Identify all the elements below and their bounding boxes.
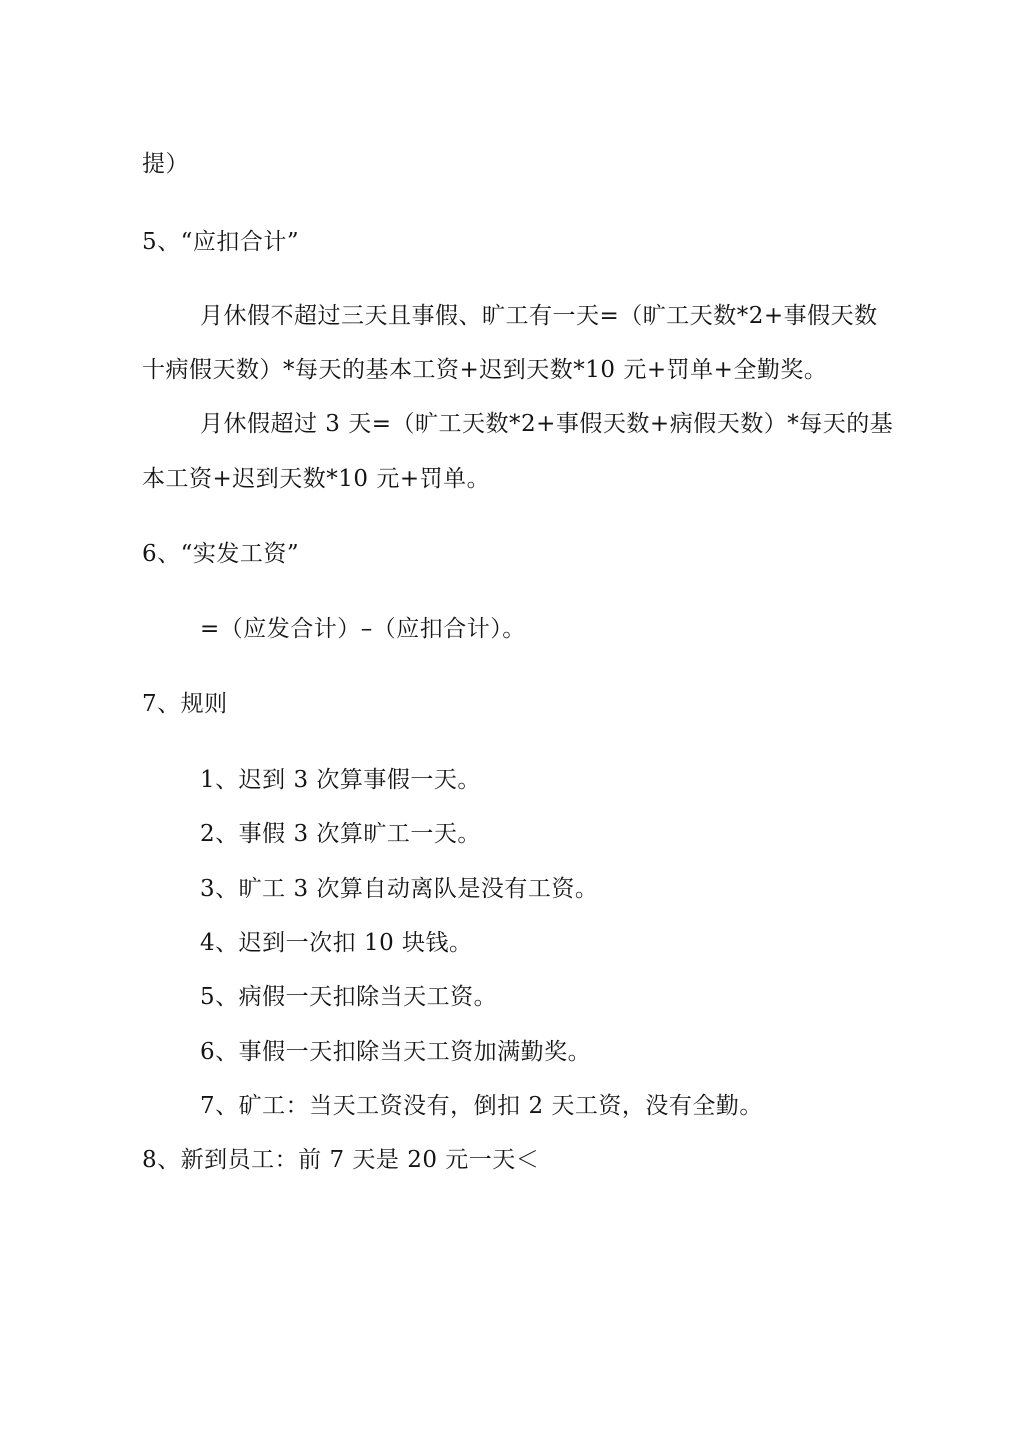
section-5-paragraph-2-line-1: 月休假超过 3 天=（旷工天数*2+事假天数+病假天数）*每天的基 bbox=[200, 411, 894, 437]
section-5-paragraph-2-line-2: 本工资+迟到天数*10 元+罚单。 bbox=[142, 466, 491, 492]
section-5-heading: 5、“应扣合计” bbox=[142, 229, 300, 255]
section-8-heading: 8、新到员工：前 7 天是 20 元一天＜ bbox=[142, 1147, 540, 1173]
rule-item: 7、矿工：当天工资没有，倒扣 2 天工资，没有全勤。 bbox=[200, 1093, 763, 1119]
section-7-heading: 7、规则 bbox=[142, 691, 228, 717]
rule-item: 2、事假 3 次算旷工一天。 bbox=[200, 821, 481, 847]
rule-item: 6、事假一天扣除当天工资加满勤奖。 bbox=[200, 1039, 592, 1065]
section-6-formula: =（应发合计）–（应扣合计）。 bbox=[200, 616, 526, 642]
rule-item: 3、旷工 3 次算自动离队是没有工资。 bbox=[200, 876, 599, 902]
section-5-paragraph-1-line-1: 月休假不超过三天且事假、旷工有一天=（旷工天数*2+事假天数 bbox=[200, 303, 878, 329]
section-5-paragraph-1-line-2: 十病假天数）*每天的基本工资+迟到天数*10 元+罚单+全勤奖。 bbox=[142, 357, 828, 383]
rule-item: 5、病假一天扣除当天工资。 bbox=[200, 984, 498, 1010]
rule-item: 4、迟到一次扣 10 块钱。 bbox=[200, 930, 473, 956]
rule-item: 1、迟到 3 次算事假一天。 bbox=[200, 767, 481, 793]
continuation-text: 提） bbox=[142, 151, 189, 177]
section-6-heading: 6、“实发工资” bbox=[142, 541, 300, 567]
